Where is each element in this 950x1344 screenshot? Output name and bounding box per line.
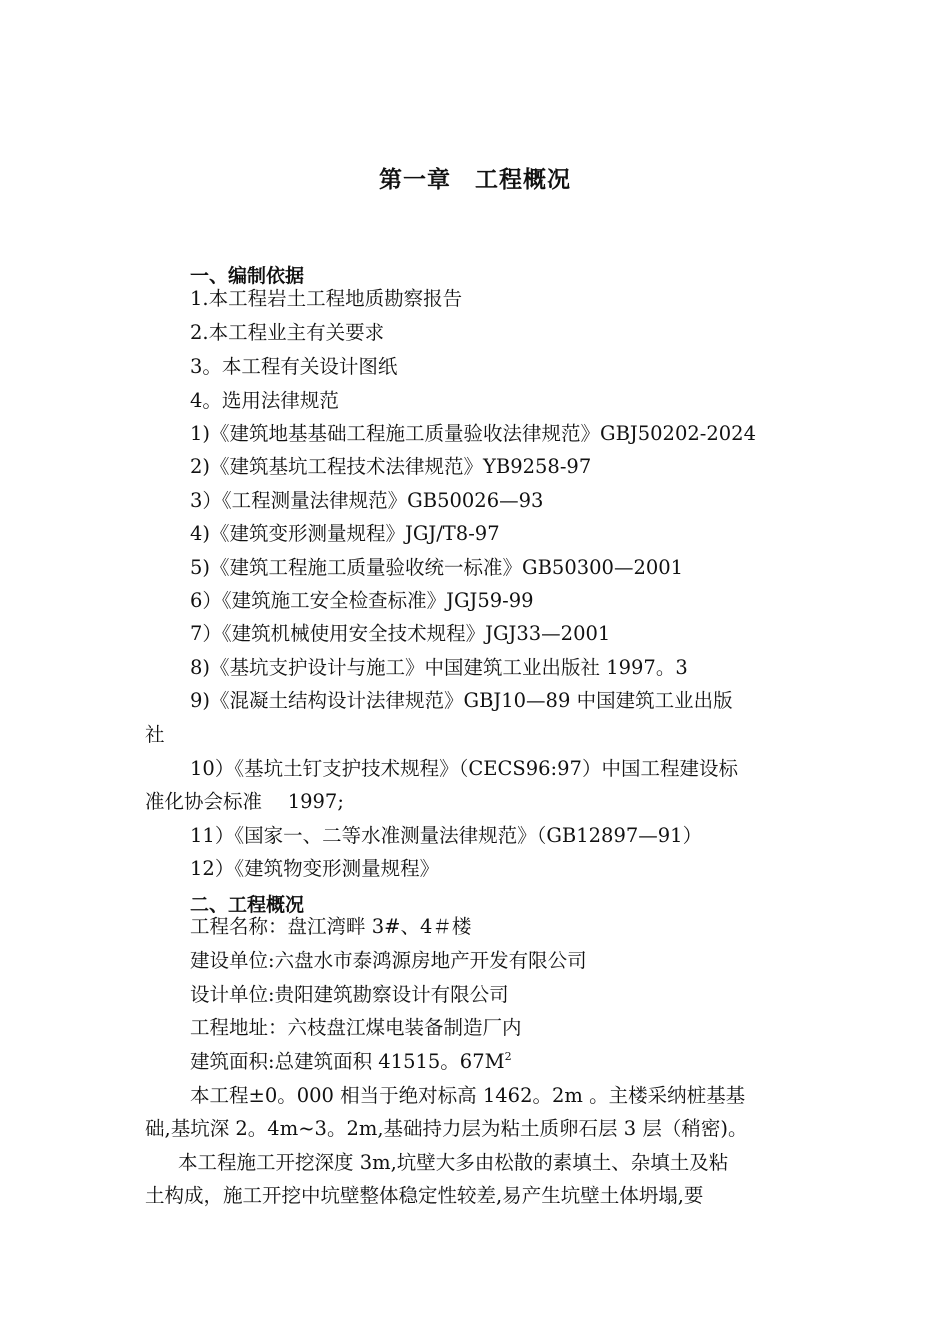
standard-item: 6）《建筑施工安全检查标准》JGJ59-99 [190, 589, 534, 612]
section-heading-overview: 二、工程概况 [190, 894, 305, 916]
standard-item: 10）《基坑土钉支护技术规程》（CECS96:97）中国工程建设标 [190, 757, 738, 780]
standard-item-continued: 准化协会标准 1997; [145, 790, 344, 813]
standard-item: 4)《建筑变形测量规程》JGJ/T8-97 [190, 522, 500, 545]
building-area-text: 建筑面积:总建筑面积 41515。67M [190, 1050, 505, 1073]
chapter-title: 第一章 工程概况 [379, 167, 571, 193]
project-name: 工程名称：盘江湾畔 3#、4＃楼 [190, 915, 472, 938]
basis-item: 2.本工程业主有关要求 [190, 321, 385, 344]
paragraph-line: 土构成，施工开挖中坑壁整体稳定性较差,易产生坑壁土体坍塌,要 [145, 1184, 704, 1207]
standard-item: 12）《建筑物变形测量规程》 [190, 857, 440, 880]
area-unit-superscript: 2 [504, 1050, 512, 1063]
basis-item: 4。选用法律规范 [190, 389, 339, 412]
construction-unit: 建设单位:六盘水市泰鸿源房地产开发有限公司 [190, 949, 587, 972]
basis-item: 1.本工程岩土工程地质勘察报告 [190, 287, 463, 310]
standard-item: 2)《建筑基坑工程技术法律规范》YB9258-97 [190, 455, 592, 478]
paragraph-line: 础,基坑深 2。4m~3。2m,基础持力层为粘土质卵石层 3 层（稍密)。 [145, 1117, 748, 1140]
design-unit: 设计单位:贵阳建筑勘察设计有限公司 [190, 983, 509, 1006]
paragraph-line: 本工程施工开挖深度 3m,坑壁大多由松散的素填土、杂填土及粘 [178, 1151, 729, 1174]
standard-item: 8)《基坑支护设计与施工》中国建筑工业出版社 1997。3 [190, 656, 688, 679]
building-area [190, 1050, 512, 1074]
standard-item: 1)《建筑地基基础工程施工质量验收法律规范》GBJ50202-2024 [190, 422, 756, 445]
basis-item: 3。本工程有关设计图纸 [190, 355, 398, 378]
standard-item: 3）《工程测量法律规范》GB50026—93 [190, 489, 544, 512]
standard-item-continued: 社 [145, 723, 165, 746]
paragraph-line: 本工程±0。000 相当于绝对标高 1462。2m 。主楼采纳桩基基 [190, 1084, 746, 1107]
section-heading-basis: 一、编制依据 [190, 265, 305, 287]
standard-item: 5)《建筑工程施工质量验收统一标准》GB50300—2001 [190, 556, 684, 579]
standard-item: 9)《混凝土结构设计法律规范》GBJ10—89 中国建筑工业出版 [190, 689, 733, 712]
standard-item: 11）《国家一、二等水准测量法律规范》（GB12897—91） [190, 824, 703, 847]
project-address: 工程地址：六枝盘江煤电装备制造厂内 [190, 1016, 522, 1039]
standard-item: 7）《建筑机械使用安全技术规程》JGJ33—2001 [190, 622, 611, 645]
